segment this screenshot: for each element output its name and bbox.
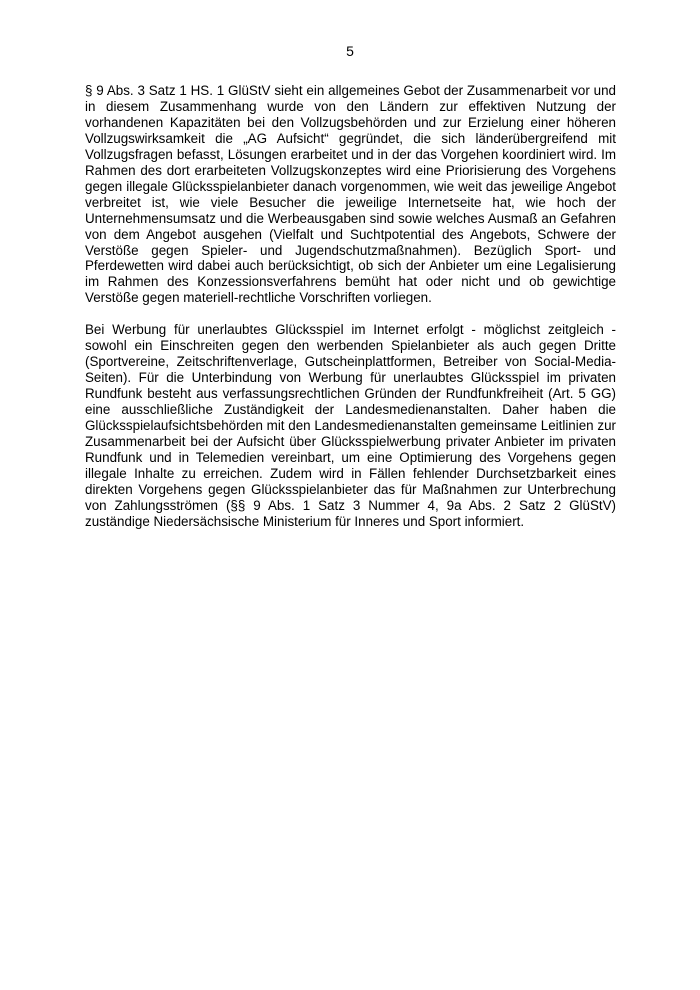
paragraph-werbung: Bei Werbung für unerlaubtes Glücksspiel im Internet erfolgt - möglichst zeitgleich - sowohl ein Einschreiten gegen den werbenden Spielanbieter als auch gegen Dritte (Sportvereine, Zeitschriftenverlage, Gutscheinplattformen, Betreiber von Social-Media-Seiten). Für die Unterbindung von Werbung für unerlaubtes Glücksspiel im privaten Rundfunk besteht aus verfassungsrechtlichen Gründen der Rundfunkfreiheit (Art. 5 GG) eine ausschließliche Zuständigkeit der Landesmedienanstalten. Daher haben die Glücksspielaufsichtsbehörden mit den Landesmedienanstalten gemeinsame Leitlinien zur Zusammenarbeit bei der Aufsicht über Glücksspielwerbung privater Anbieter im privaten Rundfunk und in Telemedien vereinbart, um eine Optimierung des Vorgehens gegen illegale Inhalte zu erreichen. Zudem wird in Fällen fehlender Durchsetzbarkeit eines direkten Vorgehens gegen Glücksspielanbieter das für Maßnahmen zur Unterbrechung von Zahlungsströmen (§§ 9 Abs. 1 Satz 3 Nummer 4, 9a Abs. 2 Satz 2 GlüStV) zuständige Niedersächsische Ministerium für Inneres und Sport informiert. <box>85 322 616 529</box>
document-body <box>85 83 616 546</box>
paragraph-ag-aufsicht: § 9 Abs. 3 Satz 1 HS. 1 GlüStV sieht ein allgemeines Gebot der Zusammenarbeit vor und in diesem Zusammenhang wurde von den Ländern zur effektiven Nutzung der vorhandenen Kapazitäten bei den Vollzugsbehörden und zur Erzielung einer höheren Vollzugswirksamkeit die „AG Aufsicht“ gegründet, die sich länderübergreifend mit Vollzugsfragen befasst, Lösungen erarbeitet und in der das Vorgehen koordiniert wird. Im Rahmen des dort erarbeiteten Vollzugskonzeptes wird eine Priorisierung des Vorgehens gegen illegale Glücksspielanbieter danach vorgenommen, wie weit das jeweilige Angebot verbreitet ist, wie viele Besucher die jeweilige Internetseite hat, wie hoch der Unternehmensumsatz und die Werbeausgaben sind sowie welches Ausmaß an Gefahren von dem Angebot ausgehen (Vielfalt und Suchtpotential des Angebots, Schwere der Verstöße gegen Spieler- und Jugendschutzmaßnahmen). Bezüglich Sport- und Pferdewetten wird dabei auch berücksichtigt, ob sich der Anbieter um eine Legalisierung im Rahmen des Konzessionsverfahrens bemüht hat oder nicht und ob gewichtige Verstöße gegen materiell-rechtliche Vorschriften vorliegen. <box>85 83 616 306</box>
page-number: 5 <box>346 43 354 59</box>
